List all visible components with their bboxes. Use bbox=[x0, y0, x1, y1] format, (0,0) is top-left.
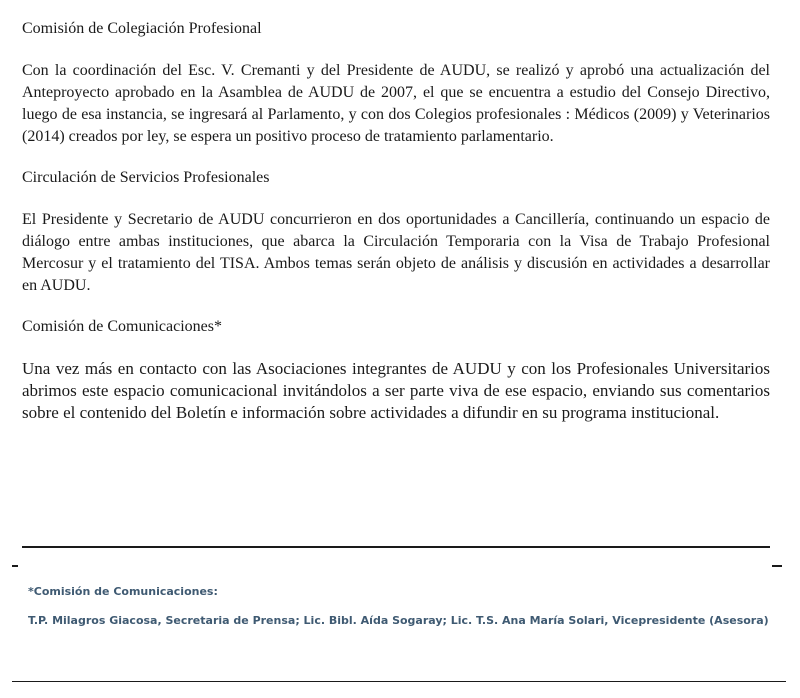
section-text-comunicaciones: Una vez más en contacto con las Asociaciones integrantes de AUDU y con los Profesionales Universitarios abrimos este espacio comunicacional invitándolos a ser parte viva de ese espacio, enviando sus comentarios sobre el contenido del Boletín e información sobre actividades a difundir en su programa institucional. bbox=[22, 359, 770, 422]
footnote bbox=[28, 582, 774, 630]
footnote-members: T.P. Milagros Giacosa, Secretaria de Prensa; Lic. Bibl. Aída Sogaray; Lic. T.S. Ana María Solari, Vicepresidente (Asesora) bbox=[28, 614, 769, 627]
section-text-colegiacion: Con la coordinación del Esc. V. Cremanti y del Presidente de AUDU, se realizó y aprobó una actualización del Anteproyecto aprobado en la Asamblea de AUDU de 2007, el que se encuentra a estudio del Consejo Directivo, luego de esa instancia, se ingresará al Parlamento, y con dos Colegios profesionales : Médicos (2009) y Veterinarios (2014) creados por ley, se espera un positivo proceso de tratamiento parlamentario. bbox=[22, 62, 770, 145]
separator-tick-left bbox=[12, 565, 18, 567]
section-heading-comunicaciones: Comisión de Comunicaciones* bbox=[22, 318, 222, 335]
bottom-rule bbox=[12, 681, 786, 682]
footnote-title: *Comisión de Comunicaciones: bbox=[28, 585, 218, 598]
section-heading-circulacion: Circulación de Servicios Profesionales bbox=[22, 169, 270, 186]
document-body bbox=[22, 18, 770, 443]
section-heading-colegiacion: Comisión de Colegiación Profesional bbox=[22, 20, 262, 37]
footnote-separator bbox=[22, 546, 770, 548]
section-text-circulacion: El Presidente y Secretario de AUDU concurrieron en dos oportunidades a Cancillería, continuando un espacio de diálogo entre ambas instituciones, que abarca la Circulación Temporaria con la Visa de Trabajo Profesional Mercosur y el tratamiento del TISA. Ambos temas serán objeto de análisis y discusión en actividades a desarrollar en AUDU. bbox=[22, 211, 770, 294]
separator-tick-right bbox=[772, 565, 782, 567]
